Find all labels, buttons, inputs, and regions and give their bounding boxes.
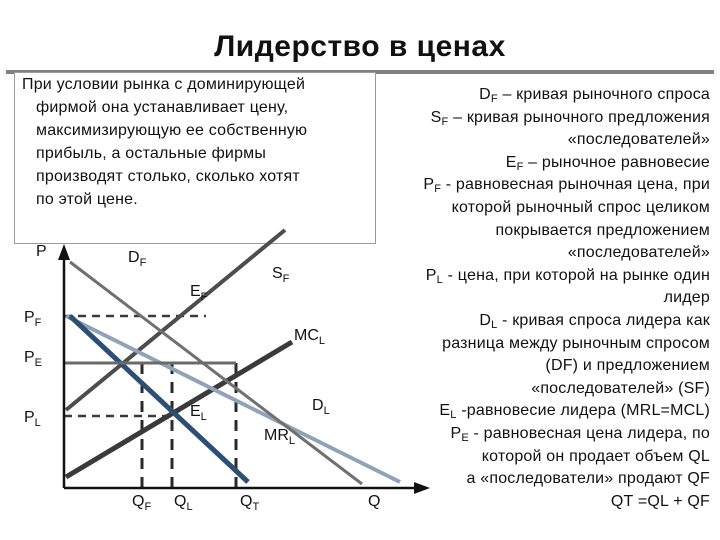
legend-text: разница между рыночным спросом — [442, 334, 710, 352]
legend-text: – рыночное равновесие — [523, 153, 710, 171]
legend-text: - равновесная цена лидера, по — [468, 425, 710, 442]
legend-symbol: P — [450, 425, 462, 442]
legend-symbol: D — [479, 312, 492, 329]
legend-symbol-subscript: F — [441, 115, 449, 128]
legend-symbol: P — [423, 176, 435, 194]
sf-label: $S_F$ — [272, 265, 290, 285]
intro-line: прибыль, а остальные фирмы — [36, 145, 267, 162]
y-tick-pe: $P_E$ — [24, 349, 43, 369]
ef-label: $E_F$ — [190, 283, 208, 303]
legend-symbol: P — [425, 266, 437, 284]
legend-text: -равновесие лидера (MRL=MCL) — [456, 402, 710, 420]
legend-symbol: E — [505, 153, 517, 171]
legend-text: «последователей» — [567, 244, 710, 262]
legend-symbol-subscript: L — [491, 319, 498, 331]
x-tick-ql: $Q_L$ — [174, 493, 193, 513]
y-tick-pf: $P_F$ — [24, 309, 42, 329]
page-title: Лидерство в ценах — [214, 30, 506, 63]
legend-text: «последователей» — [567, 131, 710, 149]
legend-text: которой рыночный спрос целиком — [451, 199, 710, 216]
dl-curve — [66, 316, 400, 482]
legend-symbol-subscript: F — [434, 183, 442, 196]
intro-line: максимизирующую ее собственную — [36, 122, 308, 139]
legend-text: – кривая рыночного предложения — [448, 108, 710, 126]
legend-text: (DF) и предложением — [545, 357, 710, 375]
legend-text: покрывается предложением — [495, 221, 710, 239]
legend-symbol-subscript: L — [450, 409, 457, 422]
legend-symbol-subscript: F — [490, 93, 498, 105]
y-axis-arrow — [58, 244, 70, 260]
legend-text: QT =QL + QF — [610, 492, 710, 510]
x-axis-arrow — [414, 482, 430, 494]
mrl-label: $MR_L$ — [264, 427, 296, 447]
legend-text: - цена, при которой на рынке один — [442, 266, 710, 284]
sf-curve — [66, 230, 285, 410]
df-label: $D_F$ — [128, 249, 147, 269]
legend-text: - кривая спроса лидера как — [497, 312, 710, 329]
legend-text: «последователей» (SF) — [531, 379, 710, 397]
y-axis-label: P — [36, 243, 47, 260]
legend-text: - равновесная рыночная цена, при — [441, 176, 710, 194]
x-tick-qt: $Q_T$ — [240, 493, 260, 513]
legend-text: лидер — [663, 289, 710, 307]
dl-label: $D_L$ — [312, 397, 330, 417]
legend-text: которой он продает объем QL — [481, 447, 710, 465]
legend-symbol: E — [439, 402, 451, 420]
x-tick-qf: $Q_F$ — [132, 493, 152, 513]
legend-symbol: D — [479, 86, 491, 103]
legend-symbol-subscript: E — [461, 432, 469, 444]
intro-line: по этой цене. — [36, 191, 138, 208]
el-label: $E_L$ — [190, 403, 207, 423]
intro-line: производят столько, сколько хотят — [36, 168, 300, 185]
y-tick-pl: $P_L$ — [24, 409, 41, 429]
legend-symbol: S — [430, 108, 442, 126]
intro-line: При условии рынка с доминирующей — [22, 76, 306, 93]
legend-text: – кривая рыночного спроса — [497, 86, 710, 103]
legend-text: а «последователи» продают QF — [466, 470, 710, 488]
intro-line: фирмой она устанавливает цену, — [36, 99, 289, 116]
x-axis-label: Q — [368, 493, 381, 510]
mcl-label: $MC_L$ — [294, 327, 326, 347]
legend-symbol-subscript: L — [436, 273, 443, 286]
legend-symbol-subscript: F — [516, 160, 524, 173]
